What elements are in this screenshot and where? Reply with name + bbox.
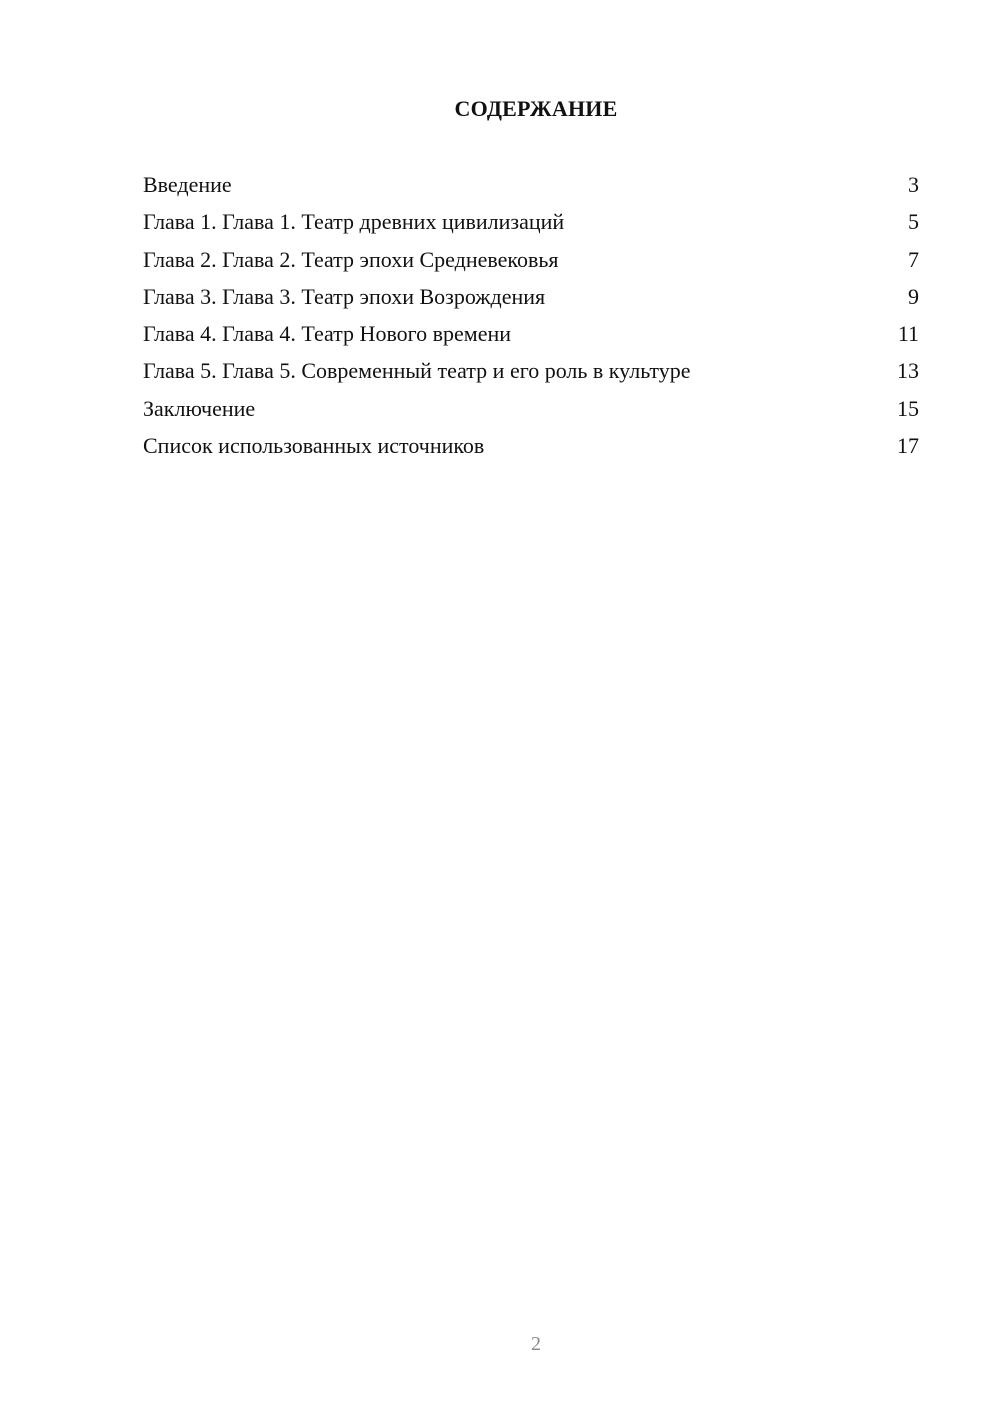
- toc-entry-chapter-3[interactable]: [143, 282, 919, 319]
- toc-entry-label: Введение: [143, 172, 232, 197]
- page-number: 2: [531, 1333, 541, 1355]
- toc-entry-page: 15: [897, 395, 919, 421]
- toc-entry-page: 11: [897, 321, 919, 347]
- toc-entry-chapter-1[interactable]: [143, 207, 919, 244]
- toc-entry-references[interactable]: [143, 431, 919, 468]
- toc-entry-conclusion[interactable]: [143, 394, 919, 431]
- toc-entry-label: Глава 3. Глава 3. Театр эпохи Возрождения: [143, 283, 546, 309]
- toc-entry-label: Заключение: [143, 395, 256, 421]
- toc-entry-page: 5: [908, 209, 919, 235]
- toc-entry-introduction[interactable]: [143, 170, 919, 207]
- toc-entry-page: 17: [897, 433, 919, 459]
- toc-entry-page: 9: [908, 283, 919, 309]
- page-title: СОДЕРЖАНИЕ: [454, 96, 618, 121]
- table-of-contents: [143, 170, 919, 468]
- toc-entry-label: Глава 5. Глава 5. Современный театр и его роль в культуре: [143, 358, 691, 384]
- toc-entry-chapter-5[interactable]: [143, 356, 919, 393]
- toc-entry-page: 3: [908, 172, 919, 197]
- toc-entry-page: 7: [908, 246, 919, 272]
- toc-entry-chapter-4[interactable]: [143, 319, 919, 356]
- toc-entry-page: 13: [897, 358, 919, 384]
- toc-entry-label: Глава 1. Глава 1. Театр древних цивилизаций: [143, 209, 565, 235]
- toc-entry-label: Глава 2. Глава 2. Театр эпохи Средневековья: [143, 246, 559, 272]
- toc-entry-label: Список использованных источников: [143, 433, 485, 459]
- toc-entry-chapter-2[interactable]: [143, 245, 919, 282]
- toc-entry-label: Глава 4. Глава 4. Театр Нового времени: [143, 321, 512, 347]
